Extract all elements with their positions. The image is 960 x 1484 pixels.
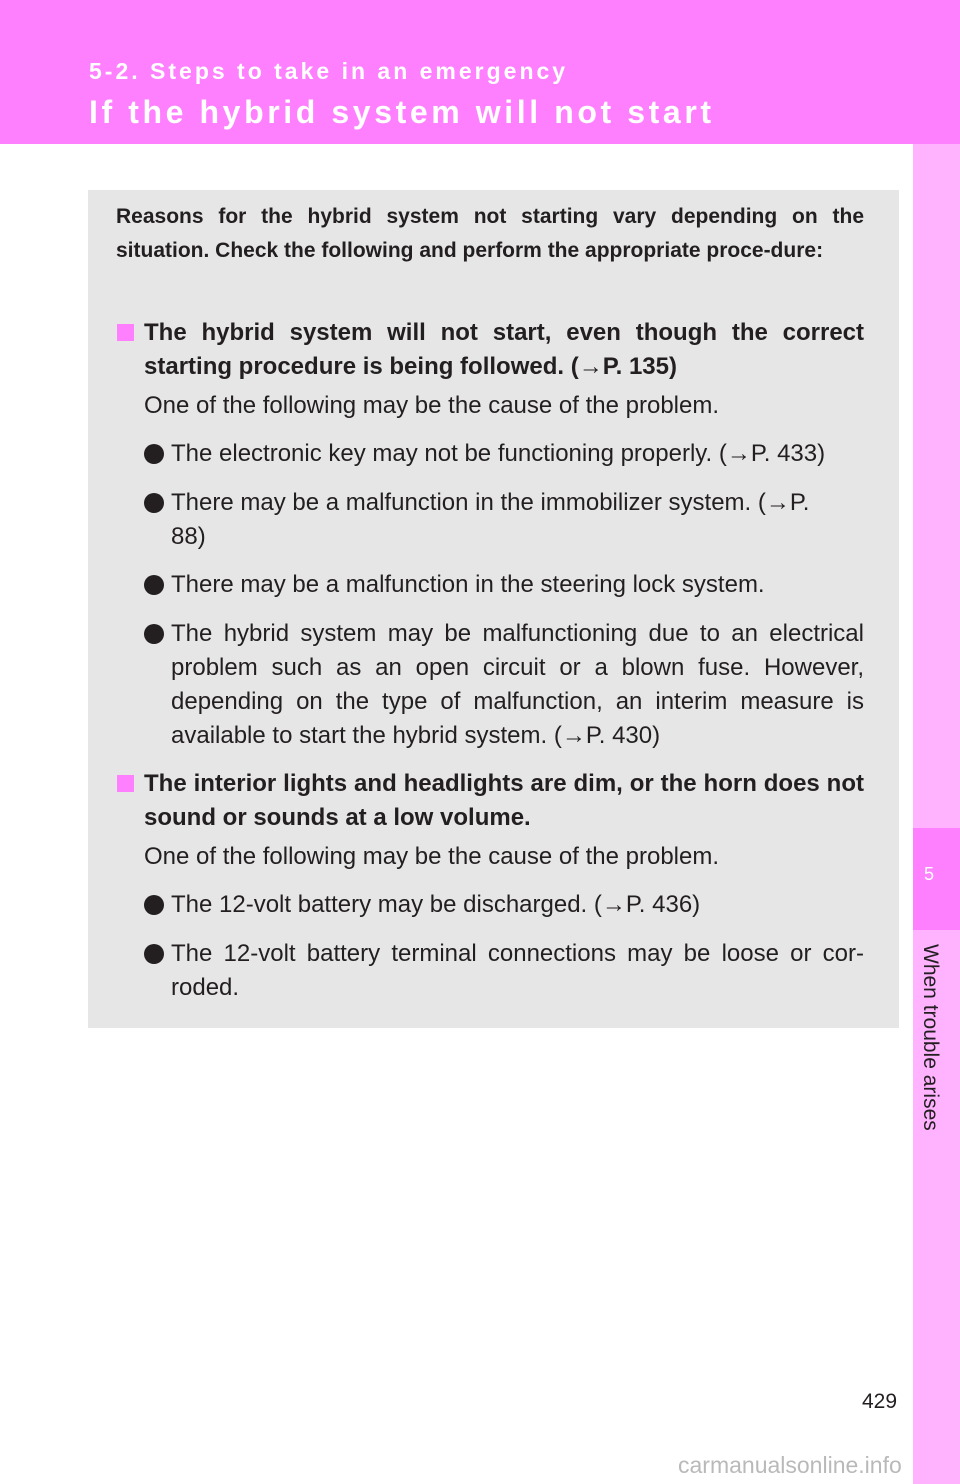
watermark-link[interactable]: carmanualsonline.info xyxy=(678,1452,902,1478)
chapter-label: When trouble arises xyxy=(919,944,942,1131)
section-heading: The hybrid system will not start, even though the correct starting procedure is being followed. (→P. 135) xyxy=(144,319,864,380)
page-number: 429 xyxy=(862,1390,898,1413)
list-item: There may be a malfunction in the immobilizer system. (→P. 88) xyxy=(171,489,810,550)
bullet-icon xyxy=(144,493,164,513)
list-item: There may be a malfunction in the steering lock system. xyxy=(171,571,765,598)
bullet-icon xyxy=(144,624,164,644)
page-header xyxy=(0,0,960,144)
bullet-icon xyxy=(144,944,164,964)
section-number: 5-2. Steps to take in an emergency xyxy=(89,58,569,84)
chapter-number: 5 xyxy=(923,864,934,884)
section-lead: One of the following may be the cause of the problem. xyxy=(144,392,720,419)
page-title: If the hybrid system will not start xyxy=(89,94,715,130)
bullet-icon xyxy=(144,895,164,915)
bullet-icon xyxy=(144,444,164,464)
list-item: The electronic key may not be functioning properly. (→P. 433) xyxy=(171,440,826,467)
intro-text: Reasons for the hybrid system not starting vary depending on the situation. Check the following and perform the appropriate proce-dure: xyxy=(116,205,864,262)
square-bullet-icon xyxy=(117,775,134,792)
list-item: The 12-volt battery terminal connections may be loose or cor-roded. xyxy=(171,940,864,1001)
square-bullet-icon xyxy=(117,324,134,341)
list-item: The 12-volt battery may be discharged. (→P. 436) xyxy=(171,891,701,918)
list-item: The hybrid system may be malfunctioning due to an electrical problem such as an open circuit or a blown fuse. However, depending on the type of malfunction, an interim measure is available to start the hybrid system. (→P. 430) xyxy=(171,620,864,749)
bullet-icon xyxy=(144,575,164,595)
section-lead: One of the following may be the cause of the problem. xyxy=(144,843,720,870)
chapter-side-tab xyxy=(913,144,960,1484)
section-heading: The interior lights and headlights are dim, or the horn does not sound or sounds at a low volume. xyxy=(144,770,864,831)
